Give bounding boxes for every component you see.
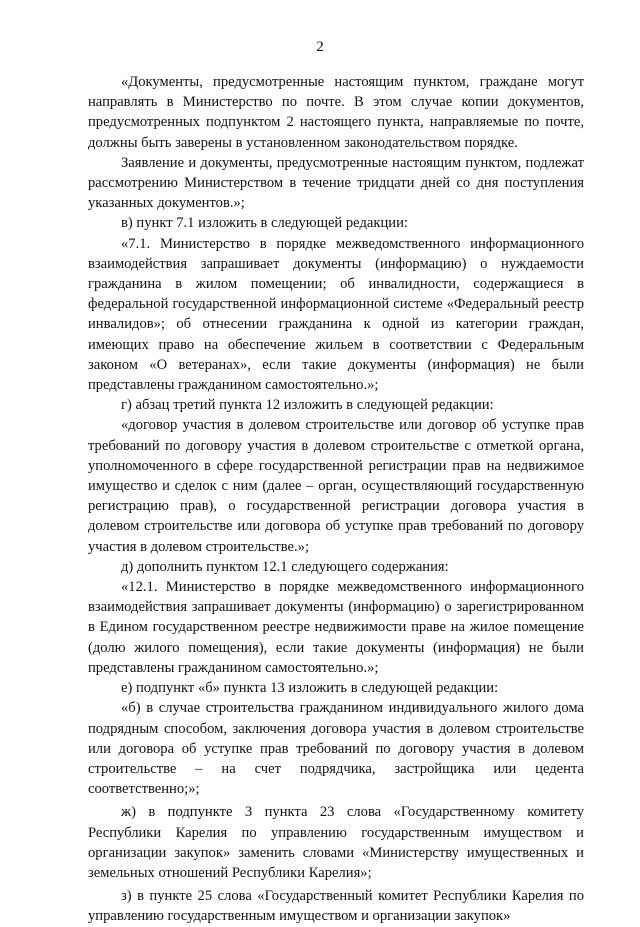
paragraph-item-e-heading: е) подпункт «б» пункта 13 изложить в следующей редакции: bbox=[121, 680, 499, 697]
paragraph-shared-construction-contract: «договор участия в долевом строительстве или договор об уступке прав требований по договору участия в долевом строительстве с отметкой органа, уполномоченного в сфере государственной регистрации прав на недвижимое имущество и сделок с ним (далее – орган, осуществляющий государственную регистрацию прав), о государственной регистрации договора участия в долевом строительстве или договора об уступке прав требований по договору участия в долевом строительстве.»; bbox=[88, 417, 584, 555]
paragraph-application-review: Заявление и документы, предусмотренные настоящим пунктом, подлежат рассмотрению Министерством в течение тридцати дней со дня поступления указанных документов.»; bbox=[88, 154, 584, 212]
paragraph-item-v-heading: в) пункт 7.1 изложить в следующей редакции: bbox=[121, 215, 408, 232]
paragraph-item-12-1: «12.1. Министерство в порядке межведомственного информационного взаимодействия запрашивает документы (информацию) о зарегистрированном в Едином государственном реестре недвижимости праве на жилое помещение (долю жилого помещения), если такие документы (информация) не были представлены гражданином самостоятельно.»; bbox=[88, 579, 584, 676]
paragraph-item-g-heading: г) абзац третий пункта 12 изложить в следующей редакции: bbox=[121, 397, 494, 414]
paragraph-documents-by-mail: «Документы, предусмотренные настоящим пунктом, граждане могут направлять в Министерство по почте. В этом случае копии документов, предусмотренных подпунктом 2 настоящего пункта, направляемые по почте, должны быть заверены в установленном законодательством порядке. bbox=[88, 74, 584, 151]
document-body bbox=[88, 72, 584, 927]
paragraph-subitem-b: «б) в случае строительства гражданином индивидуального жилого дома подрядным способом, заключения договора участия в долевом строительстве или договора об уступке прав требований по договору участия в долевом строительстве – на счет подрядчика, застройщика или цедента соответственно;»; bbox=[88, 700, 584, 798]
paragraph-item-d-heading: д) дополнить пунктом 12.1 следующего содержания: bbox=[121, 558, 449, 575]
paragraph-item-7-1: «7.1. Министерство в порядке межведомственного информационного взаимодействия запрашивает документы (информацию) о нуждаемости гражданина в жилом помещении; об инвалидности, содержащиеся в федеральной государственной информационной системе «Федеральный реестр инвалидов»; об отнесении гражданина к одной из категории граждан, имеющих право на обеспечение жильем в соответствии с Федеральным законом «О ветеранах», если такие документы (информация) не были представлены гражданином самостоятельно.»; bbox=[88, 235, 584, 394]
paragraph-item-z: з) в пункте 25 слова «Государственный комитет Республики Карелия по управлению государственным имуществом и организации закупок» bbox=[88, 888, 584, 925]
paragraph-item-zh: ж) в подпункте 3 пункта 23 слова «Государственному комитету Республики Карелия по управлению государственным имуществом и организации закупок» заменить словами «Министерству имущественных и земельных отношений Республики Карелия»; bbox=[88, 804, 584, 881]
page-number: 2 bbox=[316, 39, 324, 55]
